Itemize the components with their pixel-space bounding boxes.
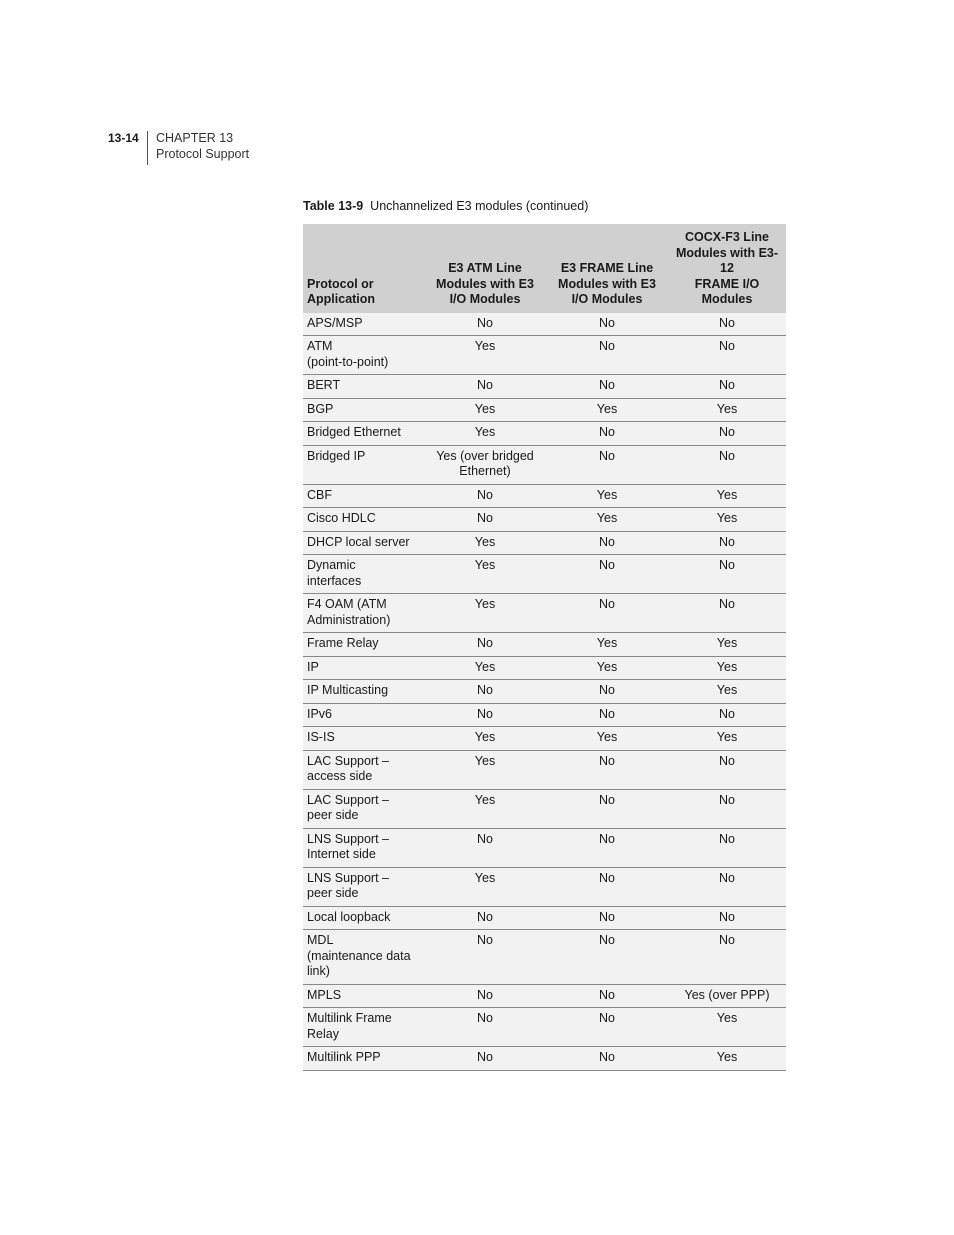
cell-line: No	[477, 831, 493, 846]
support-cell	[546, 555, 668, 594]
table-body	[303, 313, 786, 1071]
cell-line: No	[599, 339, 615, 353]
support-cell	[546, 313, 668, 336]
cell-line: Modules	[701, 292, 753, 306]
support-cell	[424, 1008, 546, 1047]
cell-line: Administration)	[307, 612, 391, 627]
support-cell	[668, 531, 786, 555]
cell-line: No	[599, 597, 615, 611]
cell-line: No	[719, 597, 735, 611]
cell-line: No	[599, 933, 615, 947]
cell-line: I/O Modules	[571, 292, 643, 306]
cell-line: COCX-F3 Line	[684, 230, 770, 244]
table-row	[303, 1008, 786, 1047]
cell-line: No	[599, 870, 615, 885]
chapter-label: CHAPTER 13	[156, 131, 234, 145]
support-cell	[424, 594, 546, 633]
cell-line: No	[599, 792, 615, 807]
support-cell	[424, 789, 546, 828]
table-row	[303, 906, 786, 930]
cell-line: No	[719, 378, 735, 392]
cell-line: No	[599, 315, 615, 330]
table-row	[303, 375, 786, 399]
table-row	[303, 1047, 786, 1071]
support-cell	[546, 531, 668, 555]
support-cell	[668, 336, 786, 375]
cell-line: Yes	[474, 870, 496, 885]
cell-line: No	[599, 425, 615, 439]
header-divider	[147, 131, 148, 165]
support-cell	[424, 555, 546, 594]
support-cell	[424, 1047, 546, 1071]
cell-line: E3 ATM Line	[448, 261, 522, 275]
cell-line: No	[477, 511, 493, 525]
support-cell	[546, 422, 668, 446]
cell-line: No	[719, 425, 735, 439]
protocol-cell	[303, 750, 424, 789]
protocol-cell	[303, 680, 424, 704]
support-cell	[668, 867, 786, 906]
support-cell	[668, 680, 786, 704]
cell-line: No	[477, 315, 493, 330]
cell-line: MDL	[307, 933, 334, 947]
cell-line: interfaces	[307, 573, 362, 588]
cell-line: LAC Support –	[307, 753, 389, 768]
table-row	[303, 508, 786, 532]
support-cell	[424, 727, 546, 751]
protocol-cell	[303, 555, 424, 594]
cell-line: Yes	[716, 730, 738, 744]
support-cell	[546, 594, 668, 633]
support-cell	[546, 828, 668, 867]
cell-line: No	[477, 933, 493, 947]
support-cell	[424, 484, 546, 508]
cell-line: No	[719, 558, 735, 572]
support-cell	[668, 422, 786, 446]
cell-line: Yes	[474, 339, 496, 353]
table-row	[303, 313, 786, 336]
support-cell	[424, 750, 546, 789]
support-cell	[546, 1008, 668, 1047]
cell-line: Yes	[596, 730, 618, 744]
cell-line: No	[477, 1050, 493, 1064]
support-cell	[546, 906, 668, 930]
cell-line: I/O Modules	[449, 292, 521, 306]
cell-line: IP Multicasting	[307, 683, 389, 697]
chapter-heading	[156, 131, 249, 162]
protocol-cell	[303, 984, 424, 1008]
cell-line: No	[599, 558, 615, 572]
support-cell	[668, 828, 786, 867]
protocol-cell	[303, 398, 424, 422]
cell-line: No	[599, 831, 615, 846]
table-row	[303, 680, 786, 704]
cell-line: Local loopback	[307, 909, 391, 924]
protocol-support-table	[303, 224, 786, 1071]
support-cell	[546, 398, 668, 422]
support-cell	[668, 594, 786, 633]
support-cell	[668, 313, 786, 336]
cell-line: Yes	[716, 683, 738, 697]
column-header	[546, 224, 668, 313]
support-cell	[546, 484, 668, 508]
cell-line: Yes	[596, 487, 618, 502]
support-cell	[668, 906, 786, 930]
table-row	[303, 656, 786, 680]
cell-line: LNS Support –	[307, 870, 389, 885]
column-header	[303, 224, 424, 313]
support-cell	[424, 703, 546, 727]
cell-line: Yes	[596, 636, 618, 650]
cell-line: Modules with E3	[558, 276, 656, 291]
support-cell	[668, 375, 786, 399]
table-header	[303, 224, 786, 313]
cell-line: No	[719, 831, 735, 846]
cell-line: No	[599, 987, 615, 1002]
cell-line: peer side	[307, 808, 359, 822]
cell-line: IS-IS	[307, 730, 335, 744]
support-cell	[668, 656, 786, 680]
protocol-cell	[303, 508, 424, 532]
column-header	[424, 224, 546, 313]
support-cell	[668, 555, 786, 594]
cell-line: Relay	[307, 1026, 339, 1041]
cell-line: Yes	[474, 753, 496, 768]
cell-line: LAC Support –	[307, 792, 389, 807]
support-cell	[424, 656, 546, 680]
table-row	[303, 750, 786, 789]
cell-line: CBF	[307, 487, 332, 502]
support-cell	[546, 930, 668, 985]
support-cell	[424, 828, 546, 867]
support-cell	[546, 680, 668, 704]
cell-line: No	[477, 683, 493, 697]
cell-line: No	[719, 870, 735, 885]
cell-line: No	[599, 1050, 615, 1064]
cell-line: Yes	[716, 511, 738, 525]
section-title: Protocol Support	[156, 146, 250, 161]
support-cell	[424, 680, 546, 704]
protocol-cell	[303, 633, 424, 657]
cell-line: No	[719, 792, 735, 807]
cell-line: peer side	[307, 886, 359, 900]
support-cell	[546, 508, 668, 532]
cell-line: Yes	[474, 558, 496, 572]
cell-line: No	[599, 448, 615, 463]
cell-line: Yes	[474, 534, 496, 549]
cell-line: Yes	[716, 487, 738, 502]
cell-line: No	[719, 339, 735, 353]
page-number: 13-14	[108, 131, 139, 145]
cell-line: ATM	[307, 339, 333, 353]
cell-line: No	[477, 487, 493, 502]
support-cell	[668, 750, 786, 789]
cell-line: Bridged IP	[307, 448, 366, 463]
table-row	[303, 422, 786, 446]
cell-line: No	[719, 534, 735, 549]
table-row	[303, 703, 786, 727]
support-cell	[546, 867, 668, 906]
cell-line: Yes	[716, 1050, 738, 1064]
cell-line: No	[599, 909, 615, 924]
support-cell	[546, 375, 668, 399]
support-cell	[424, 906, 546, 930]
cell-line: Modules with E3	[436, 276, 534, 291]
cell-line: F4 OAM (ATM	[307, 597, 387, 611]
protocol-cell	[303, 727, 424, 751]
table-row	[303, 398, 786, 422]
protocol-cell	[303, 445, 424, 484]
cell-line: access side	[307, 769, 373, 783]
cell-line: No	[477, 909, 493, 924]
support-cell	[546, 984, 668, 1008]
protocol-cell	[303, 906, 424, 930]
protocol-cell	[303, 484, 424, 508]
cell-line: Cisco HDLC	[307, 511, 376, 525]
running-head	[108, 131, 249, 165]
support-cell	[668, 398, 786, 422]
cell-line: No	[477, 987, 493, 1002]
cell-line: No	[599, 683, 615, 697]
cell-line: No	[719, 909, 735, 924]
cell-line: No	[599, 378, 615, 392]
support-cell	[424, 633, 546, 657]
cell-line: Ethernet)	[459, 464, 511, 478]
support-cell	[546, 633, 668, 657]
cell-line: Yes	[716, 401, 738, 416]
protocol-cell	[303, 930, 424, 985]
support-cell	[424, 336, 546, 375]
cell-line: (point-to-point)	[307, 354, 389, 369]
cell-line: APS/MSP	[307, 315, 363, 330]
table-row	[303, 484, 786, 508]
cell-line: Yes	[596, 659, 618, 674]
cell-line: No	[719, 933, 735, 947]
cell-line: No	[719, 753, 735, 768]
cell-line: BERT	[307, 378, 341, 392]
table-row	[303, 633, 786, 657]
cell-line: No	[719, 706, 735, 721]
support-cell	[668, 1008, 786, 1047]
protocol-cell	[303, 313, 424, 336]
cell-line: Yes	[474, 730, 496, 744]
protocol-cell	[303, 594, 424, 633]
support-cell	[424, 398, 546, 422]
cell-line: No	[477, 1011, 493, 1025]
cell-line: Multilink Frame	[307, 1011, 392, 1025]
cell-line: No	[719, 315, 735, 330]
cell-line: Application	[307, 292, 376, 306]
support-cell	[546, 445, 668, 484]
cell-line: DHCP local server	[307, 534, 410, 549]
support-cell	[424, 867, 546, 906]
protocol-cell	[303, 789, 424, 828]
support-cell	[668, 1047, 786, 1071]
support-cell	[546, 336, 668, 375]
protocol-cell	[303, 828, 424, 867]
support-cell	[424, 375, 546, 399]
support-cell	[668, 445, 786, 484]
table-row	[303, 984, 786, 1008]
support-cell	[546, 727, 668, 751]
table-row	[303, 445, 786, 484]
support-cell	[424, 508, 546, 532]
table-row	[303, 930, 786, 985]
cell-line: Yes	[596, 401, 618, 416]
cell-line: Modules with E3-12	[675, 245, 779, 275]
table-row	[303, 531, 786, 555]
protocol-cell	[303, 1047, 424, 1071]
cell-line: No	[477, 378, 493, 392]
cell-line: Yes	[716, 659, 738, 674]
table-caption-text: Unchannelized E3 modules (continued)	[370, 199, 589, 213]
support-cell	[668, 789, 786, 828]
cell-line: (maintenance data	[307, 948, 411, 963]
cell-line: Internet side	[307, 847, 376, 861]
cell-line: Yes	[474, 401, 496, 416]
support-cell	[668, 484, 786, 508]
cell-line: Bridged Ethernet	[307, 425, 401, 439]
table-row	[303, 555, 786, 594]
protocol-cell	[303, 336, 424, 375]
support-cell	[668, 727, 786, 751]
cell-line: E3 FRAME Line	[560, 261, 654, 275]
table-caption	[303, 199, 588, 213]
support-cell	[424, 445, 546, 484]
protocol-cell	[303, 656, 424, 680]
table-row	[303, 336, 786, 375]
support-cell	[668, 930, 786, 985]
cell-line: BGP	[307, 401, 334, 416]
column-header	[668, 224, 786, 313]
protocol-cell	[303, 703, 424, 727]
support-cell	[668, 984, 786, 1008]
protocol-cell	[303, 531, 424, 555]
table-row	[303, 867, 786, 906]
cell-line: No	[599, 706, 615, 721]
cell-line: No	[599, 1011, 615, 1025]
support-cell	[424, 313, 546, 336]
header-row	[303, 224, 786, 313]
table-row	[303, 727, 786, 751]
cell-line: link)	[307, 964, 330, 978]
cell-line: No	[599, 534, 615, 549]
table-caption-label: Table 13-9	[303, 199, 364, 213]
cell-line: No	[599, 753, 615, 768]
protocol-cell	[303, 422, 424, 446]
cell-line: Protocol or	[307, 276, 374, 291]
table-row	[303, 828, 786, 867]
cell-line: FRAME I/O	[694, 276, 760, 291]
support-cell	[546, 703, 668, 727]
support-cell	[546, 656, 668, 680]
cell-line: Yes	[474, 425, 496, 439]
support-cell	[424, 422, 546, 446]
cell-line: IP	[307, 659, 319, 674]
support-cell	[668, 633, 786, 657]
cell-line: No	[477, 706, 493, 721]
cell-line: Yes	[474, 659, 496, 674]
cell-line: Yes	[716, 636, 738, 650]
cell-line: Dynamic	[307, 558, 356, 572]
cell-line: Yes	[596, 511, 618, 525]
support-cell	[424, 531, 546, 555]
cell-line: Yes (over bridged	[436, 448, 534, 463]
table-row	[303, 594, 786, 633]
protocol-cell	[303, 1008, 424, 1047]
table-row	[303, 789, 786, 828]
support-cell	[668, 703, 786, 727]
cell-line: No	[477, 636, 493, 650]
protocol-cell	[303, 375, 424, 399]
cell-line: Yes	[716, 1011, 738, 1025]
cell-line: Yes (over PPP)	[684, 987, 770, 1002]
support-cell	[546, 750, 668, 789]
cell-line: LNS Support –	[307, 831, 389, 846]
cell-line: IPv6	[307, 706, 333, 721]
cell-line: Yes	[474, 792, 496, 807]
cell-line: No	[719, 448, 735, 463]
cell-line: MPLS	[307, 987, 342, 1002]
cell-line: Multilink PPP	[307, 1050, 381, 1064]
cell-line: Yes	[474, 597, 496, 611]
support-cell	[424, 930, 546, 985]
support-cell	[546, 1047, 668, 1071]
support-cell	[546, 789, 668, 828]
cell-line: Frame Relay	[307, 636, 379, 650]
protocol-cell	[303, 867, 424, 906]
support-cell	[424, 984, 546, 1008]
support-cell	[668, 508, 786, 532]
